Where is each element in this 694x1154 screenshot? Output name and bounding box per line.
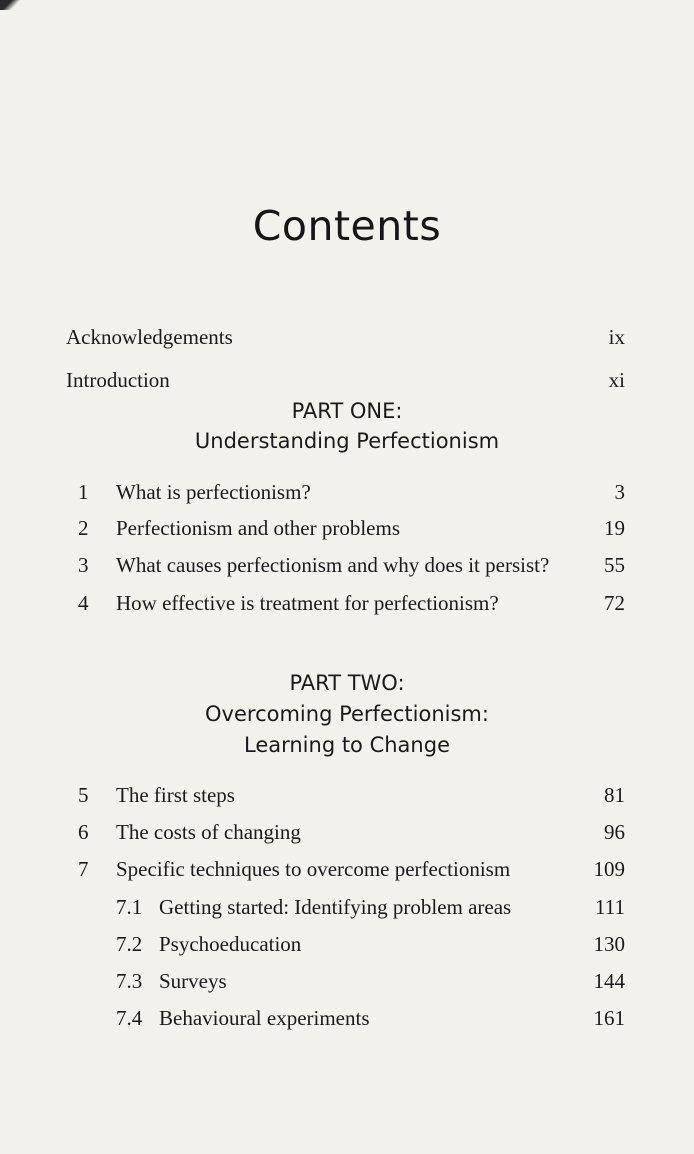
chapter-page: 96 (604, 820, 625, 844)
section-page: 144 (593, 969, 625, 993)
chapter-title: Specific techniques to overcome perfectionism (116, 857, 511, 881)
toc-entry-title: Acknowledgements (66, 325, 233, 349)
chapter-title: What causes perfectionism and why does it persist? (116, 553, 550, 577)
toc-chapter-6[interactable] (0, 818, 694, 846)
chapter-page: 72 (604, 591, 625, 615)
section-number: 7.4 (116, 1006, 143, 1030)
toc-entry-title: Introduction (66, 368, 170, 392)
toc-chapter-7[interactable] (0, 855, 694, 883)
page-title: Contents (252, 202, 442, 250)
toc-chapter-3[interactable] (0, 551, 694, 579)
section-page: 111 (595, 895, 625, 919)
section-page: 130 (593, 932, 625, 956)
section-number: 7.1 (116, 895, 143, 919)
toc-section-7-1[interactable] (0, 893, 694, 921)
chapter-number: 2 (78, 516, 89, 540)
section-number: 7.3 (116, 969, 143, 993)
toc-chapter-5[interactable] (0, 781, 694, 809)
part-one-subtitle: Understanding Perfectionism (194, 429, 500, 453)
part-two-subtitle-line2: Learning to Change (243, 733, 450, 757)
toc-chapter-2[interactable] (0, 514, 694, 542)
chapter-title: How effective is treatment for perfectionism? (116, 591, 499, 615)
chapter-number: 6 (78, 820, 89, 844)
section-title: Surveys (159, 969, 227, 993)
toc-entry-introduction[interactable] (66, 366, 625, 394)
toc-section-7-2[interactable] (0, 930, 694, 958)
toc-section-7-4[interactable] (0, 1004, 694, 1032)
chapter-number: 4 (78, 591, 89, 615)
toc-section-7-3[interactable] (0, 967, 694, 995)
section-page: 161 (593, 1006, 625, 1030)
page-corner-mark (0, 0, 20, 10)
chapter-title: The first steps (116, 783, 235, 807)
section-title: Getting started: Identifying problem areas (159, 895, 512, 919)
chapter-page: 3 (614, 480, 625, 504)
section-number: 7.2 (116, 932, 143, 956)
toc-entry-page: xi (608, 368, 625, 392)
chapter-number: 1 (78, 480, 89, 504)
chapter-page: 81 (604, 783, 625, 807)
chapter-number: 7 (78, 857, 89, 881)
chapter-page: 55 (604, 553, 625, 577)
chapter-number: 3 (78, 553, 89, 577)
toc-chapter-4[interactable] (0, 589, 694, 617)
toc-entry-acknowledgements[interactable] (66, 323, 625, 351)
part-two-label: PART TWO: (289, 671, 405, 695)
chapter-title: What is perfectionism? (116, 480, 311, 504)
chapter-page: 19 (604, 516, 625, 540)
chapter-page: 109 (593, 857, 625, 881)
chapter-number: 5 (78, 783, 89, 807)
section-title: Psychoeducation (159, 932, 302, 956)
toc-chapter-1[interactable] (0, 478, 694, 506)
toc-entry-page: ix (608, 325, 625, 349)
chapter-title: Perfectionism and other problems (116, 516, 401, 540)
part-one-label: PART ONE: (291, 399, 403, 423)
chapter-title: The costs of changing (116, 820, 301, 844)
section-title: Behavioural experiments (159, 1006, 370, 1030)
part-two-subtitle-line1: Overcoming Perfectionism: (205, 702, 489, 726)
